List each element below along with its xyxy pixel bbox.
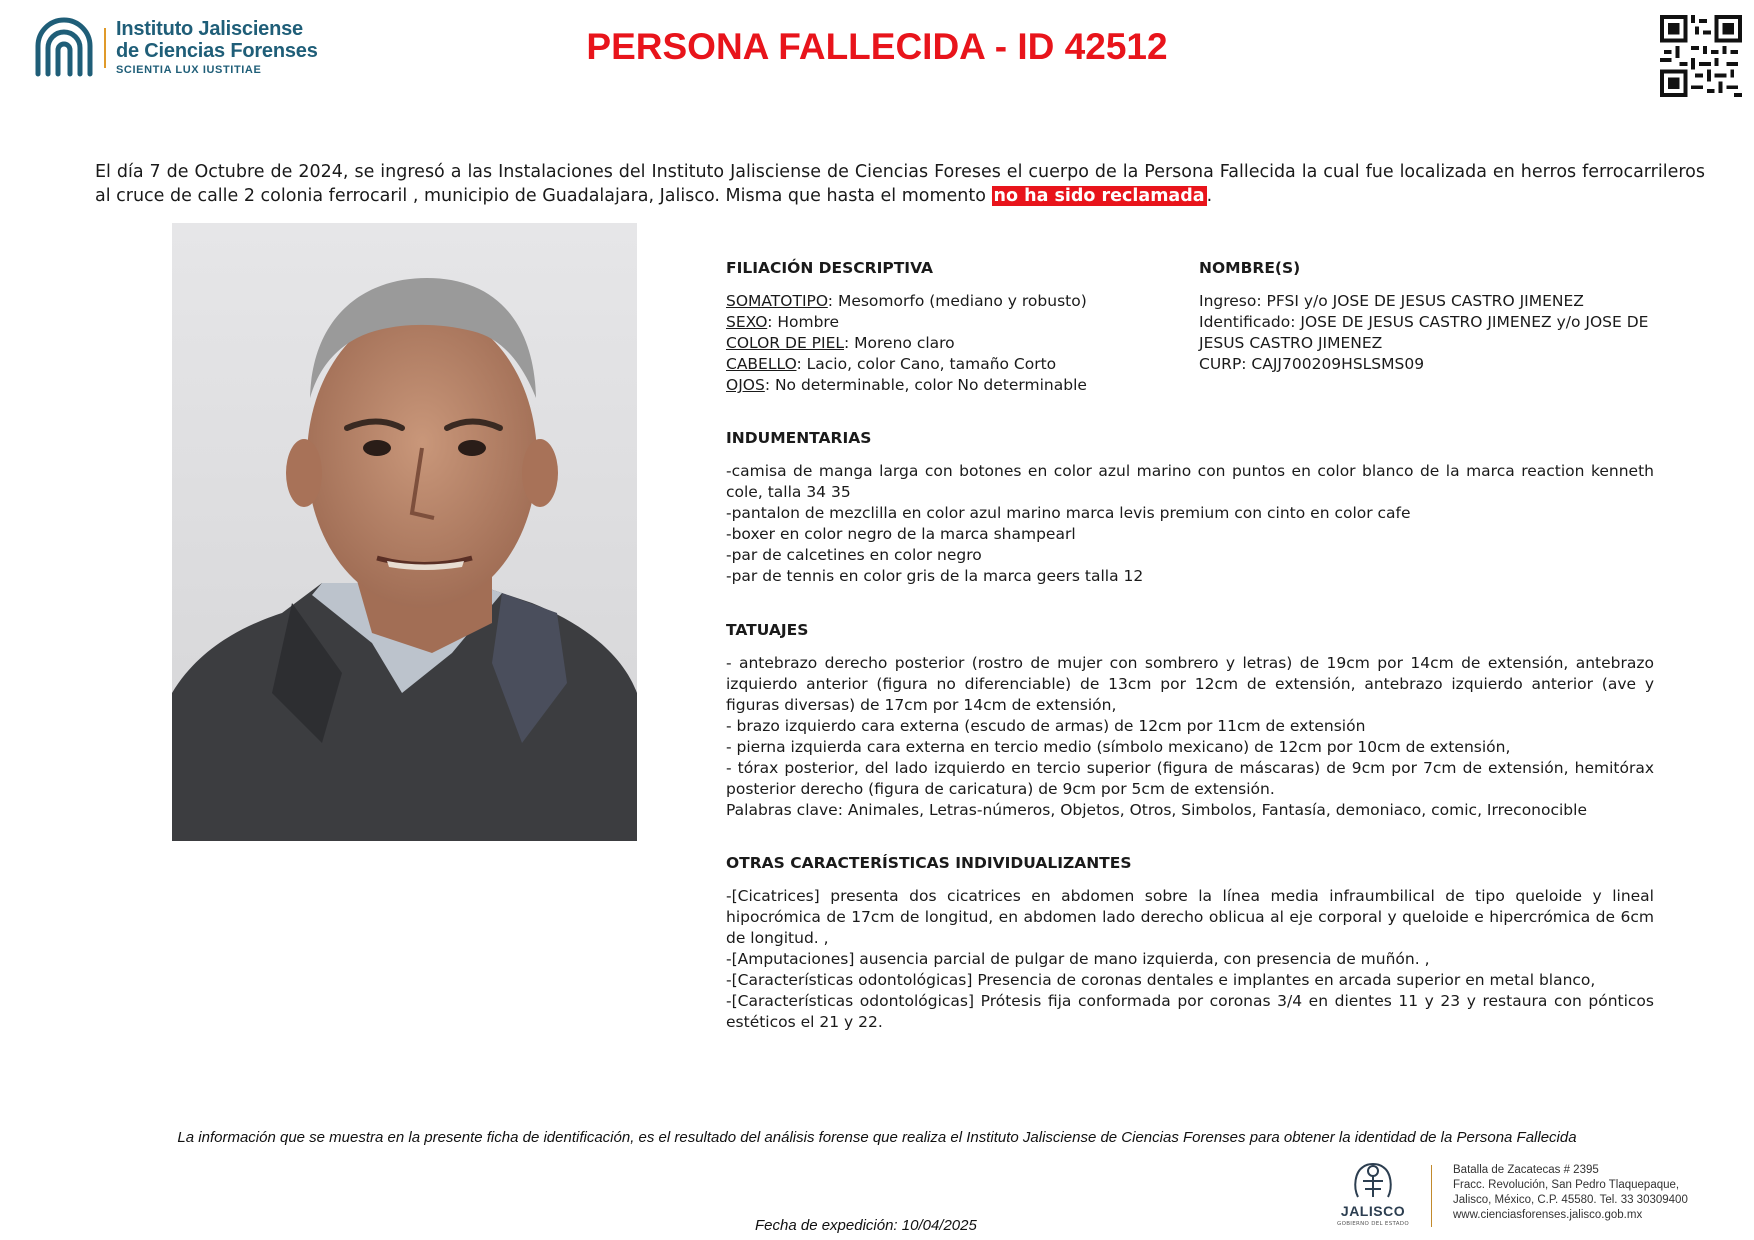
identificado-name: Identificado: JOSE DE JESUS CASTRO JIMENEZ y/o JOSE DE JESUS CASTRO JIMENEZ [1199, 313, 1649, 352]
address-line: Fracc. Revolución, San Pedro Tlaquepaque, [1453, 1179, 1680, 1191]
indumentarias-section [726, 428, 1654, 587]
tatuajes-section [726, 620, 1654, 821]
jalisco-name: JALISCO [1340, 1203, 1406, 1219]
feature-item: -[Características odontológicas] Presencia de coronas dentales e implantes en arcada superior en metal blanco, [726, 971, 1596, 989]
intro-end: . [1206, 186, 1213, 206]
filiacion-row [726, 291, 1166, 312]
website-link[interactable]: www.cienciasforenses.jalisco.gob.mx [1453, 1209, 1643, 1221]
clothing-item: -par de tennis en color gris de la marca geers talla 12 [726, 567, 1144, 585]
nombres-title: NOMBRE(S) [1199, 259, 1301, 277]
filiacion-row [726, 354, 1166, 375]
curp-value: CURP: CAJJ700209HSLSMS09 [1199, 355, 1425, 373]
clothing-item: -camisa de manga larga con botones en color azul marino con puntos en color blanco de la marca reaction kenneth cole, talla 34 35 [726, 462, 1654, 501]
institute-motto: SCIENTIA LUX IUSTITIAE [116, 64, 262, 76]
disclaimer-text: La información que se muestra en la presente ficha de identificación, es el resultado del análisis forense que realiza el Instituto Jalisciense de Ciencias Forenses para obtener la identidad de la Persona Fallecida [177, 1129, 1577, 1146]
indumentarias-title: INDUMENTARIAS [726, 429, 872, 447]
tattoo-item: - pierna izquierda cara externa en tercio medio (símbolo mexicano) de 12cm por 10cm de extensión, [726, 738, 1511, 756]
tatuajes-title: TATUAJES [726, 621, 809, 639]
footer-separator [1431, 1165, 1432, 1227]
jalisco-subtitle: GOBIERNO DEL ESTADO [1337, 1221, 1409, 1227]
feature-item: -[Cicatrices] presenta dos cicatrices en abdomen sobre la línea media infraumbilical de tipo queloide y lineal hipocrómica de 17cm de longitud, en abdomen lado derecho oblicua al eje corporal y queloide e hipercrómica de 6cm de longitud. , [726, 887, 1654, 947]
color-piel-value: : Moreno claro [844, 334, 955, 352]
otras-caracteristicas-section [726, 853, 1654, 1033]
ojos-label: OJOS [726, 376, 765, 394]
clothing-item: -pantalon de mezclilla en color azul marino marca levis premium con cinto en color cafe [726, 504, 1411, 522]
tattoo-item: - tórax posterior, del lado izquierdo en tercio superior (figura de máscaras) de 9cm por 7cm de extensión, hemitórax posterior derecho (figura de caricatura) de 9cm por 5cm de extensión. [726, 759, 1654, 798]
institute-name-line2: de Ciencias Forenses [116, 40, 318, 62]
filiacion-row [726, 375, 1166, 396]
ojos-value: : No determinable, color No determinable [764, 376, 1087, 394]
qr-code-icon[interactable] [1660, 15, 1742, 97]
intro-paragraph [95, 160, 1705, 208]
cabello-value: : Lacio, color Cano, tamaño Corto [796, 355, 1057, 373]
address-line: Batalla de Zacatecas # 2395 [1453, 1164, 1599, 1176]
ingreso-name: Ingreso: PFSI y/o JOSE DE JESUS CASTRO JIMENEZ [1199, 292, 1584, 310]
cabello-label: CABELLO [726, 355, 797, 373]
issue-date: Fecha de expedición: 10/04/2025 [755, 1217, 977, 1234]
address-line: Jalisco, México, C.P. 45580. Tel. 33 30309400 [1453, 1194, 1688, 1206]
filiacion-section [726, 258, 1166, 396]
address-block [1453, 1163, 1748, 1223]
filiacion-title: FILIACIÓN DESCRIPTIVA [726, 259, 934, 277]
unclaimed-highlight: no ha sido reclamada [993, 186, 1205, 206]
nombres-section [1199, 258, 1659, 375]
deceased-photo [172, 223, 637, 841]
feature-item: -[Características odontológicas] Prótesis fija conformada por coronas 3/4 en dientes 11 y 23 y restaura con pónticos estéticos el 21 y 22. [726, 992, 1654, 1031]
somatotipo-label: SOMATOTIPO [726, 292, 828, 310]
somatotipo-value: : Mesomorfo (mediano y robusto) [827, 292, 1087, 310]
filiacion-row [726, 312, 1166, 333]
jalisco-crest-icon [1333, 1157, 1413, 1203]
page-title: PERSONA FALLECIDA - ID 42512 [586, 26, 1168, 67]
intro-text: El día 7 de Octubre de 2024, se ingresó a las Instalaciones del Instituto Jalisciense de Ciencias Foreses el cuerpo de la Persona Fallecida la cual fue localizada en herros ferrocarrileros al cruce de calle 2 colonia ferrocaril , municipio de Guadalajara, Jalisco. Misma que hasta el momento [95, 162, 1705, 206]
clothing-item: -par de calcetines en color negro [726, 546, 982, 564]
portrait-image [172, 223, 637, 841]
clothing-item: -boxer en color negro de la marca shampearl [726, 525, 1076, 543]
institute-name-line1: Instituto Jalisciense [116, 18, 303, 40]
sexo-label: SEXO [726, 313, 768, 331]
jalisco-logo [1333, 1157, 1413, 1227]
feature-item: -[Amputaciones] ausencia parcial de pulgar de mano izquierda, con presencia de muñón. , [726, 950, 1430, 968]
color-piel-label: COLOR DE PIEL [726, 334, 845, 352]
tattoo-keywords: Palabras clave: Animales, Letras-números, Objetos, Otros, Simbolos, Fantasía, demoniaco, comic, Irreconocible [726, 801, 1587, 819]
sexo-value: : Hombre [767, 313, 839, 331]
tattoo-item: - antebrazo derecho posterior (rostro de mujer con sombrero y letras) de 19cm por 14cm de extensión, antebrazo izquierdo anterior (figura no diferenciable) de 13cm por 12cm de extensión, antebrazo izquierdo anterior (ave y figuras diversas) de 17cm por 14cm de extensión, [726, 654, 1654, 714]
filiacion-row [726, 333, 1166, 354]
tattoo-item: - brazo izquierdo cara externa (escudo de armas) de 12cm por 11cm de extensión [726, 717, 1366, 735]
otras-title: OTRAS CARACTERÍSTICAS INDIVIDUALIZANTES [726, 854, 1132, 872]
